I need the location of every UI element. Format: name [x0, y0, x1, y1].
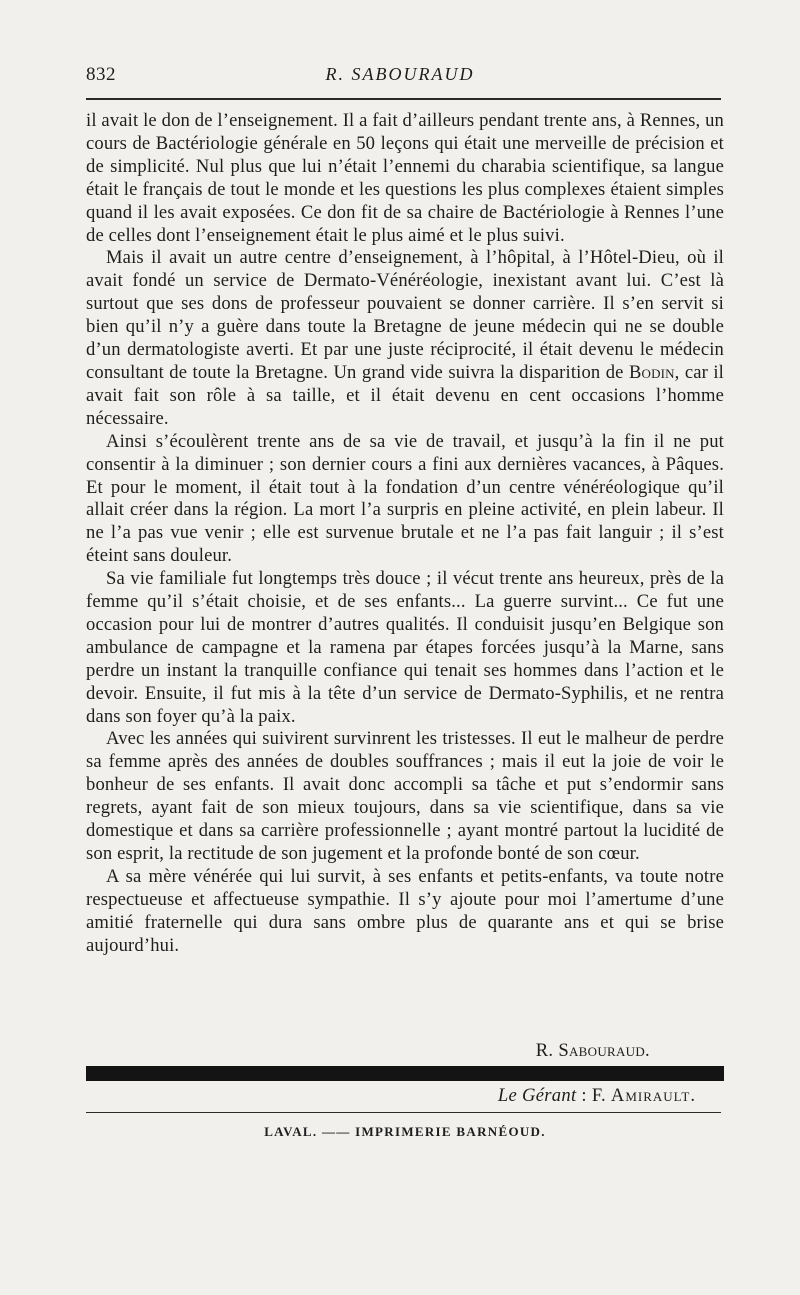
signature-initial: R.: [535, 1040, 559, 1061]
page-number: 832: [86, 64, 116, 85]
footer-rule: [86, 1112, 721, 1113]
gerant-initial: F.: [591, 1085, 611, 1106]
paragraph-4: Sa vie familiale fut longtemps très douce ; il vécut trente ans heureux, près de la femme qu’il s’était choisie, et de ses enfants... La guerre survint... Ce fut une occasion pour lui de montrer d’autres qualités. Il conduisit jusqu’en Belgique son ambulance de campagne et la ramena par étapes forcées jusqu’à la Marne, sans perdre un instant la tranquille confiance qui tenait ses hommes dans l’action et le devoir. Ensuite, il fut mis à la tête d’un service de Dermato-Syphilis, et ne rentra dans son foyer qu’à la paix.: [86, 568, 724, 727]
paragraph-6: A sa mère vénérée qui lui survit, à ses enfants et petits-enfants, va toute notre respectueuse et affectueuse sympathie. Il s’y ajoute pour moi l’amertume d’une amitié fraternelle qui dura sans ombre plus de quarante ans et qui se brise aujourd’hui.: [86, 865, 724, 956]
gerant-label: Le Gérant: [497, 1085, 577, 1106]
paragraph-2-text-a: Mais il avait un autre centre d’enseignement, à l’hôpital, à l’Hôtel-Dieu, où il avait fondé un service de Dermato-Vénéréologie, inexistant avant lui. C’est là surtout que ses dons de professeur pouvaient se donner carrière. Il s’en servit si bien qu’il n’y a guère dans toute la Bretagne de jeune médecin qui ne se double d’un dermatologiste averti. Et par une juste réciprocité, il était devenu le médecin consultant de toute la Bretagne. Un grand vide suivra la disparition de: [86, 247, 724, 383]
person-name-bodin: Bodin: [628, 361, 675, 383]
gerant-separator: :: [576, 1085, 592, 1106]
article-body: [86, 110, 724, 958]
paragraph-2-text-b: , car il avait fait son rôle à sa taille, et il était devenu en cent occasions l’homme nécessaire.: [86, 361, 724, 429]
paragraph-1: il avait le don de l’enseignement. Il a fait d’ailleurs pendant trente ans, à Rennes, un cours de Bactériologie générale en 50 leçons qui était une merveille de précision et de simplicité. Nul plus que lui n’était l’ennemi du charabia scientifique, sa langue était le français de tout le monde et les questions les plus complexes étaient simples quand il les avait exposées. Ce don fit de sa chaire de Bactériologie à Rennes l’une de celles dont l’enseignement était le plus aimé et le plus suivi.: [86, 110, 724, 246]
signature-name: Sabouraud.: [558, 1040, 650, 1061]
paragraph-5: Avec les années qui suivirent survinrent les tristesses. Il eut le malheur de perdre sa femme après des années de doubles souffrances ; mais il eut la joie de voir le bonheur de ses enfants. Il avait donc accompli sa tâche et put s’endormir sans regrets, ayant fait de son mieux toujours, dans sa vie scientifique, dans sa vie domestique et dans sa carrière professionnelle ; ayant montré partout la lucidité de son esprit, la rectitude de son jugement et la profonde bonté de son cœur.: [86, 728, 724, 864]
header-rule: [86, 98, 721, 100]
running-head: R. SABOURAUD: [325, 64, 475, 84]
printer-imprint: LAVAL. —— IMPRIMERIE BARNÉOUD.: [264, 1124, 546, 1139]
gerant-name: Amirault.: [610, 1085, 696, 1106]
heavy-divider: [86, 1066, 724, 1081]
gerant-line: [498, 1085, 696, 1107]
author-signature: [536, 1040, 650, 1062]
paragraph-3: Ainsi s’écoulèrent trente ans de sa vie de travail, et jusqu’à la fin il ne put consentir à la diminuer ; son dernier cours a fini aux dernières vacances, à Pâques. Et pour le moment, il était tout à la fondation d’un centre vénéréologique qu’il allait créer dans la région. La mort l’a surpris en pleine activité, en plein labeur. Il ne l’a pas vue venir ; elle est survenue brutale et ne l’a pas fait languir ; il s’est éteint sans douleur.: [86, 430, 724, 567]
paragraph-2: [86, 247, 724, 430]
